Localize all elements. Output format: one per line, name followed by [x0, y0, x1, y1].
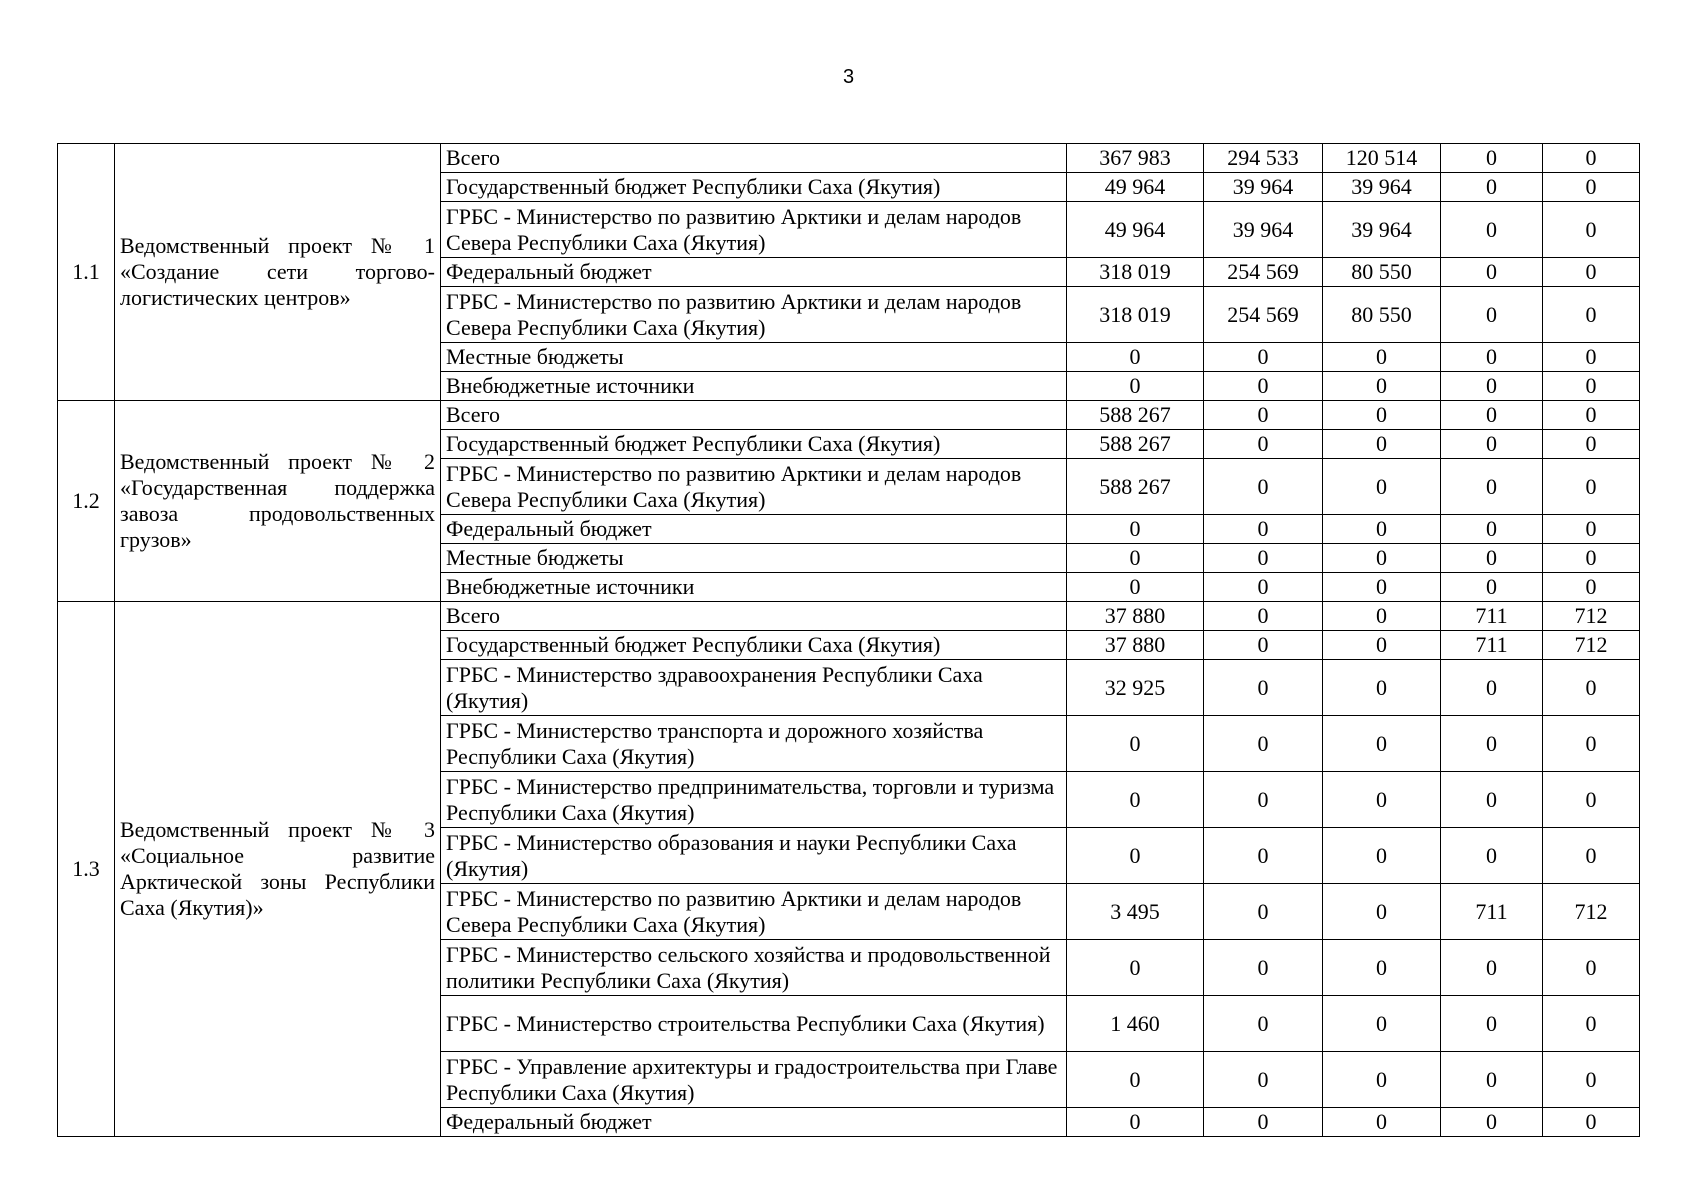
amount-cell: 0	[1323, 996, 1441, 1052]
amount-cell: 0	[1067, 940, 1204, 996]
amount-cell: 0	[1441, 258, 1543, 287]
table-row	[58, 602, 1640, 631]
amount-cell: 318 019	[1067, 258, 1204, 287]
funding-source: Государственный бюджет Республики Саха (Якутия)	[441, 173, 1067, 202]
amount-cell: 0	[1323, 716, 1441, 772]
table-row	[58, 401, 1640, 430]
funding-source: ГРБС - Управление архитектуры и градостроительства при Главе Республики Саха (Якутия)	[441, 1052, 1067, 1108]
amount-cell: 0	[1543, 996, 1640, 1052]
amount-cell: 318 019	[1067, 287, 1204, 343]
amount-cell: 254 569	[1204, 258, 1323, 287]
amount-cell: 0	[1323, 631, 1441, 660]
funding-source: ГРБС - Министерство предпринимательства, торговли и туризма Республики Саха (Якутия)	[441, 772, 1067, 828]
amount-cell: 0	[1323, 884, 1441, 940]
amount-cell: 1 460	[1067, 996, 1204, 1052]
amount-cell: 0	[1323, 343, 1441, 372]
table-row	[58, 144, 1640, 173]
amount-cell: 0	[1323, 372, 1441, 401]
amount-cell: 0	[1543, 573, 1640, 602]
amount-cell: 0	[1543, 144, 1640, 173]
amount-cell: 0	[1441, 173, 1543, 202]
amount-cell: 0	[1204, 884, 1323, 940]
amount-cell: 0	[1323, 828, 1441, 884]
amount-cell: 0	[1204, 631, 1323, 660]
amount-cell: 588 267	[1067, 401, 1204, 430]
amount-cell: 0	[1204, 828, 1323, 884]
funding-source: ГРБС - Министерство строительства Республики Саха (Якутия)	[441, 996, 1067, 1052]
amount-cell: 0	[1441, 515, 1543, 544]
amount-cell: 0	[1543, 940, 1640, 996]
amount-cell: 0	[1441, 940, 1543, 996]
amount-cell: 0	[1204, 1108, 1323, 1137]
amount-cell: 0	[1067, 343, 1204, 372]
amount-cell: 0	[1441, 372, 1543, 401]
amount-cell: 712	[1543, 631, 1640, 660]
amount-cell: 0	[1543, 459, 1640, 515]
amount-cell: 39 964	[1323, 202, 1441, 258]
amount-cell: 0	[1543, 660, 1640, 716]
amount-cell: 49 964	[1067, 173, 1204, 202]
amount-cell: 0	[1204, 772, 1323, 828]
amount-cell: 0	[1543, 173, 1640, 202]
amount-cell: 0	[1543, 1108, 1640, 1137]
amount-cell: 0	[1323, 772, 1441, 828]
amount-cell: 39 964	[1204, 173, 1323, 202]
funding-source: ГРБС - Министерство образования и науки Республики Саха (Якутия)	[441, 828, 1067, 884]
amount-cell: 39 964	[1204, 202, 1323, 258]
project-title: Ведомственный проект № 2 «Государственная поддержка завоза продовольственных грузов»	[115, 401, 441, 602]
amount-cell: 0	[1323, 940, 1441, 996]
amount-cell: 0	[1204, 573, 1323, 602]
funding-source: Государственный бюджет Республики Саха (Якутия)	[441, 430, 1067, 459]
amount-cell: 0	[1323, 459, 1441, 515]
funding-source: Всего	[441, 602, 1067, 631]
amount-cell: 0	[1067, 1108, 1204, 1137]
amount-cell: 0	[1543, 1052, 1640, 1108]
amount-cell: 0	[1441, 1052, 1543, 1108]
funding-source: Всего	[441, 401, 1067, 430]
funding-source: ГРБС - Министерство по развитию Арктики и делам народов Севера Республики Саха (Якутия)	[441, 884, 1067, 940]
amount-cell: 588 267	[1067, 459, 1204, 515]
amount-cell: 0	[1543, 828, 1640, 884]
amount-cell: 0	[1441, 716, 1543, 772]
amount-cell: 0	[1441, 343, 1543, 372]
amount-cell: 0	[1204, 401, 1323, 430]
amount-cell: 0	[1441, 828, 1543, 884]
amount-cell: 0	[1543, 430, 1640, 459]
amount-cell: 0	[1441, 544, 1543, 573]
amount-cell: 711	[1441, 602, 1543, 631]
amount-cell: 0	[1204, 430, 1323, 459]
amount-cell: 0	[1543, 372, 1640, 401]
funding-source: Всего	[441, 144, 1067, 173]
amount-cell: 0	[1543, 544, 1640, 573]
amount-cell: 0	[1067, 372, 1204, 401]
amount-cell: 0	[1204, 1052, 1323, 1108]
amount-cell: 0	[1323, 660, 1441, 716]
funding-source: Федеральный бюджет	[441, 515, 1067, 544]
funding-source: ГРБС - Министерство транспорта и дорожного хозяйства Республики Саха (Якутия)	[441, 716, 1067, 772]
amount-cell: 0	[1204, 660, 1323, 716]
amount-cell: 32 925	[1067, 660, 1204, 716]
funding-table	[57, 143, 1640, 1137]
amount-cell: 711	[1441, 631, 1543, 660]
amount-cell: 0	[1441, 772, 1543, 828]
amount-cell: 37 880	[1067, 631, 1204, 660]
amount-cell: 0	[1067, 716, 1204, 772]
amount-cell: 80 550	[1323, 258, 1441, 287]
funding-table-body	[58, 144, 1640, 1137]
funding-source: Федеральный бюджет	[441, 1108, 1067, 1137]
amount-cell: 0	[1067, 573, 1204, 602]
funding-source: Внебюджетные источники	[441, 372, 1067, 401]
amount-cell: 0	[1543, 343, 1640, 372]
amount-cell: 0	[1441, 1108, 1543, 1137]
amount-cell: 0	[1441, 430, 1543, 459]
amount-cell: 712	[1543, 602, 1640, 631]
amount-cell: 0	[1204, 515, 1323, 544]
amount-cell: 0	[1204, 459, 1323, 515]
funding-source: ГРБС - Министерство по развитию Арктики и делам народов Севера Республики Саха (Якутия)	[441, 202, 1067, 258]
amount-cell: 120 514	[1323, 144, 1441, 173]
amount-cell: 711	[1441, 884, 1543, 940]
amount-cell: 0	[1323, 1052, 1441, 1108]
amount-cell: 0	[1441, 996, 1543, 1052]
amount-cell: 0	[1543, 258, 1640, 287]
amount-cell: 0	[1067, 515, 1204, 544]
amount-cell: 0	[1323, 1108, 1441, 1137]
funding-source: Федеральный бюджет	[441, 258, 1067, 287]
amount-cell: 0	[1204, 602, 1323, 631]
amount-cell: 0	[1441, 202, 1543, 258]
section-index: 1.3	[58, 602, 115, 1137]
section-index: 1.1	[58, 144, 115, 401]
amount-cell: 0	[1323, 573, 1441, 602]
amount-cell: 0	[1204, 996, 1323, 1052]
amount-cell: 0	[1067, 1052, 1204, 1108]
page-number: 3	[842, 66, 855, 88]
amount-cell: 0	[1204, 372, 1323, 401]
amount-cell: 0	[1543, 287, 1640, 343]
amount-cell: 588 267	[1067, 430, 1204, 459]
amount-cell: 49 964	[1067, 202, 1204, 258]
funding-source: ГРБС - Министерство здравоохранения Республики Саха (Якутия)	[441, 660, 1067, 716]
project-title: Ведомственный проект № 1 «Создание сети торгово-логистических центров»	[115, 144, 441, 401]
amount-cell: 712	[1543, 884, 1640, 940]
funding-source: ГРБС - Министерство по развитию Арктики и делам народов Севера Республики Саха (Якутия)	[441, 459, 1067, 515]
amount-cell: 254 569	[1204, 287, 1323, 343]
amount-cell: 0	[1323, 401, 1441, 430]
amount-cell: 80 550	[1323, 287, 1441, 343]
section-index: 1.2	[58, 401, 115, 602]
amount-cell: 0	[1323, 602, 1441, 631]
amount-cell: 0	[1441, 144, 1543, 173]
amount-cell: 3 495	[1067, 884, 1204, 940]
amount-cell: 367 983	[1067, 144, 1204, 173]
funding-source: Внебюджетные источники	[441, 573, 1067, 602]
amount-cell: 0	[1441, 660, 1543, 716]
amount-cell: 0	[1441, 287, 1543, 343]
funding-source: ГРБС - Министерство по развитию Арктики и делам народов Севера Республики Саха (Якутия)	[441, 287, 1067, 343]
amount-cell: 0	[1204, 716, 1323, 772]
amount-cell: 37 880	[1067, 602, 1204, 631]
project-title: Ведомственный проект № 3 «Социальное развитие Арктической зоны Республики Саха (Якутия)»	[115, 602, 441, 1137]
amount-cell: 0	[1204, 940, 1323, 996]
amount-cell: 0	[1543, 515, 1640, 544]
funding-source: ГРБС - Министерство сельского хозяйства и продовольственной политики Республики Саха (Якутия)	[441, 940, 1067, 996]
amount-cell: 0	[1067, 828, 1204, 884]
funding-source: Государственный бюджет Республики Саха (Якутия)	[441, 631, 1067, 660]
amount-cell: 0	[1323, 430, 1441, 459]
amount-cell: 0	[1067, 544, 1204, 573]
amount-cell: 0	[1543, 716, 1640, 772]
funding-source: Местные бюджеты	[441, 343, 1067, 372]
amount-cell: 0	[1441, 401, 1543, 430]
funding-source: Местные бюджеты	[441, 544, 1067, 573]
amount-cell: 0	[1067, 772, 1204, 828]
amount-cell: 0	[1204, 343, 1323, 372]
amount-cell: 0	[1441, 459, 1543, 515]
amount-cell: 0	[1323, 544, 1441, 573]
amount-cell: 0	[1204, 544, 1323, 573]
amount-cell: 0	[1543, 772, 1640, 828]
amount-cell: 0	[1543, 401, 1640, 430]
amount-cell: 39 964	[1323, 173, 1441, 202]
amount-cell: 0	[1441, 573, 1543, 602]
amount-cell: 0	[1323, 515, 1441, 544]
amount-cell: 294 533	[1204, 144, 1323, 173]
amount-cell: 0	[1543, 202, 1640, 258]
